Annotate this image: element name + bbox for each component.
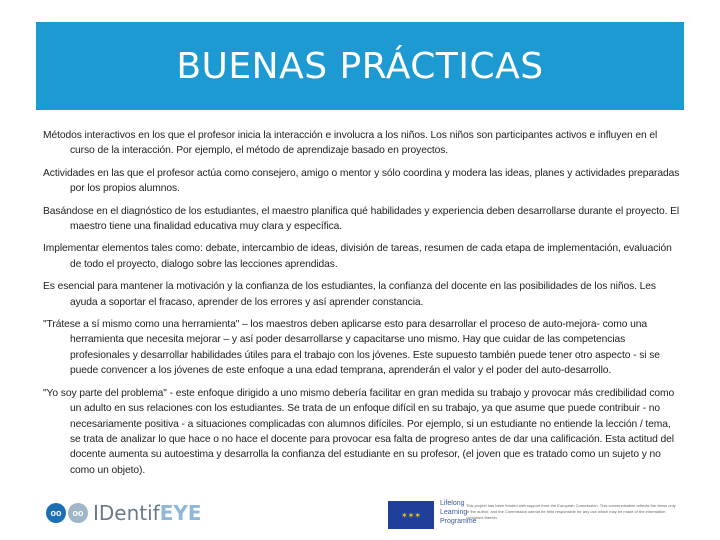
disclaimer: This project has been funded with support from the European Commission. This communication reflects the views only of the author, and the Commission cannot be held responsible for any use which may be made of the information contained therein. — [466, 503, 676, 520]
eu-flag-icon: ✶✶✶ — [388, 501, 434, 529]
logo-text: IDentif — [93, 501, 160, 525]
identifeye-logo — [46, 501, 202, 525]
paragraph: Actividades en las que el profesor actúa como consejero, amigo o mentor y sólo coordina y modera las ideas, planes y actividades preparadas por los propios alumnos. — [43, 167, 680, 195]
eye-icon: oo — [68, 503, 88, 523]
paragraph: Métodos interactivos en los que el profesor inicia la interacción e involucra a los niños. Los niños son participantes activos e influyen en el curso de la interacción. Por ejemplo, el método de aprendizaje basado en proyectos. — [43, 130, 658, 157]
paragraph: Implementar elementos tales como: debate, intercambio de ideas, división de tareas, resumen de cada etapa de implementación, evaluación de todo el proyecto, dialogo sobre las lecciones aprendidas. — [43, 243, 672, 270]
eye-icon: oo — [46, 503, 66, 523]
paragraph: "Yo soy parte del problema" - este enfoque dirigido a uno mismo debería facilitar en gran medida su trabajo y provocar más credibilidad como un adulto en sus relaciones con los estudiantes. Se trata de un enfoque difícil en su trabajo, ya que asume que puede contribuir - no necesariamente positiva - a situaciones complicadas con alumnos difíciles. Por ejemplo, si un estudiante no entiende la lección / tema, se trata de analizar lo que hace o no hace el docente para provocar esa falta de progreso antes de dar una calificación. Esta actitud del docente aumenta su autoestima y desarrolla la confianza del estudiante en su profesor, (el joven que es tratado como un sujeto y no como un objeto). — [43, 387, 675, 476]
page-title: BUENAS PRÁCTICAS — [176, 45, 544, 87]
paragraph: Es esencial para mantener la motivación y la confianza de los estudiantes, la confianza del docente en las posibilidades de los niños. Les ayuda a soportar el fracaso, aprender de los errores y así aprender constancia. — [43, 281, 656, 308]
title-banner — [36, 22, 684, 110]
paragraph: Basándose en el diagnóstico de los estudiantes, el maestro planifica qué habilidades y experiencia deben desarrollarse durante el proyecto. El maestro tiene una finalidad educativa muy clara y específica. — [43, 205, 680, 233]
footer — [0, 495, 720, 535]
llp-label: Lifelong Learning Programme — [440, 500, 477, 525]
logo-text-accent: EYE — [159, 501, 202, 525]
content-body — [43, 128, 683, 485]
paragraph: "Trátese a sí mismo como una herramienta" – los maestros deben aplicarse esto para desarrollar el proceso de auto-mejora- como una herramienta que necesita mejorar – y así poder desarrollarse y capacitarse uno mismo. Hay que cuidar de las competencias profesionales y desarrollar habilidades útiles para el trabajo con los jóvenes. Este supuesto también puede tener otro aspecto - si se puede convencer a los jóvenes de este enfoque a una edad temprana, aprenderán el valor y el poder del auto-desarrollo. — [43, 319, 660, 377]
